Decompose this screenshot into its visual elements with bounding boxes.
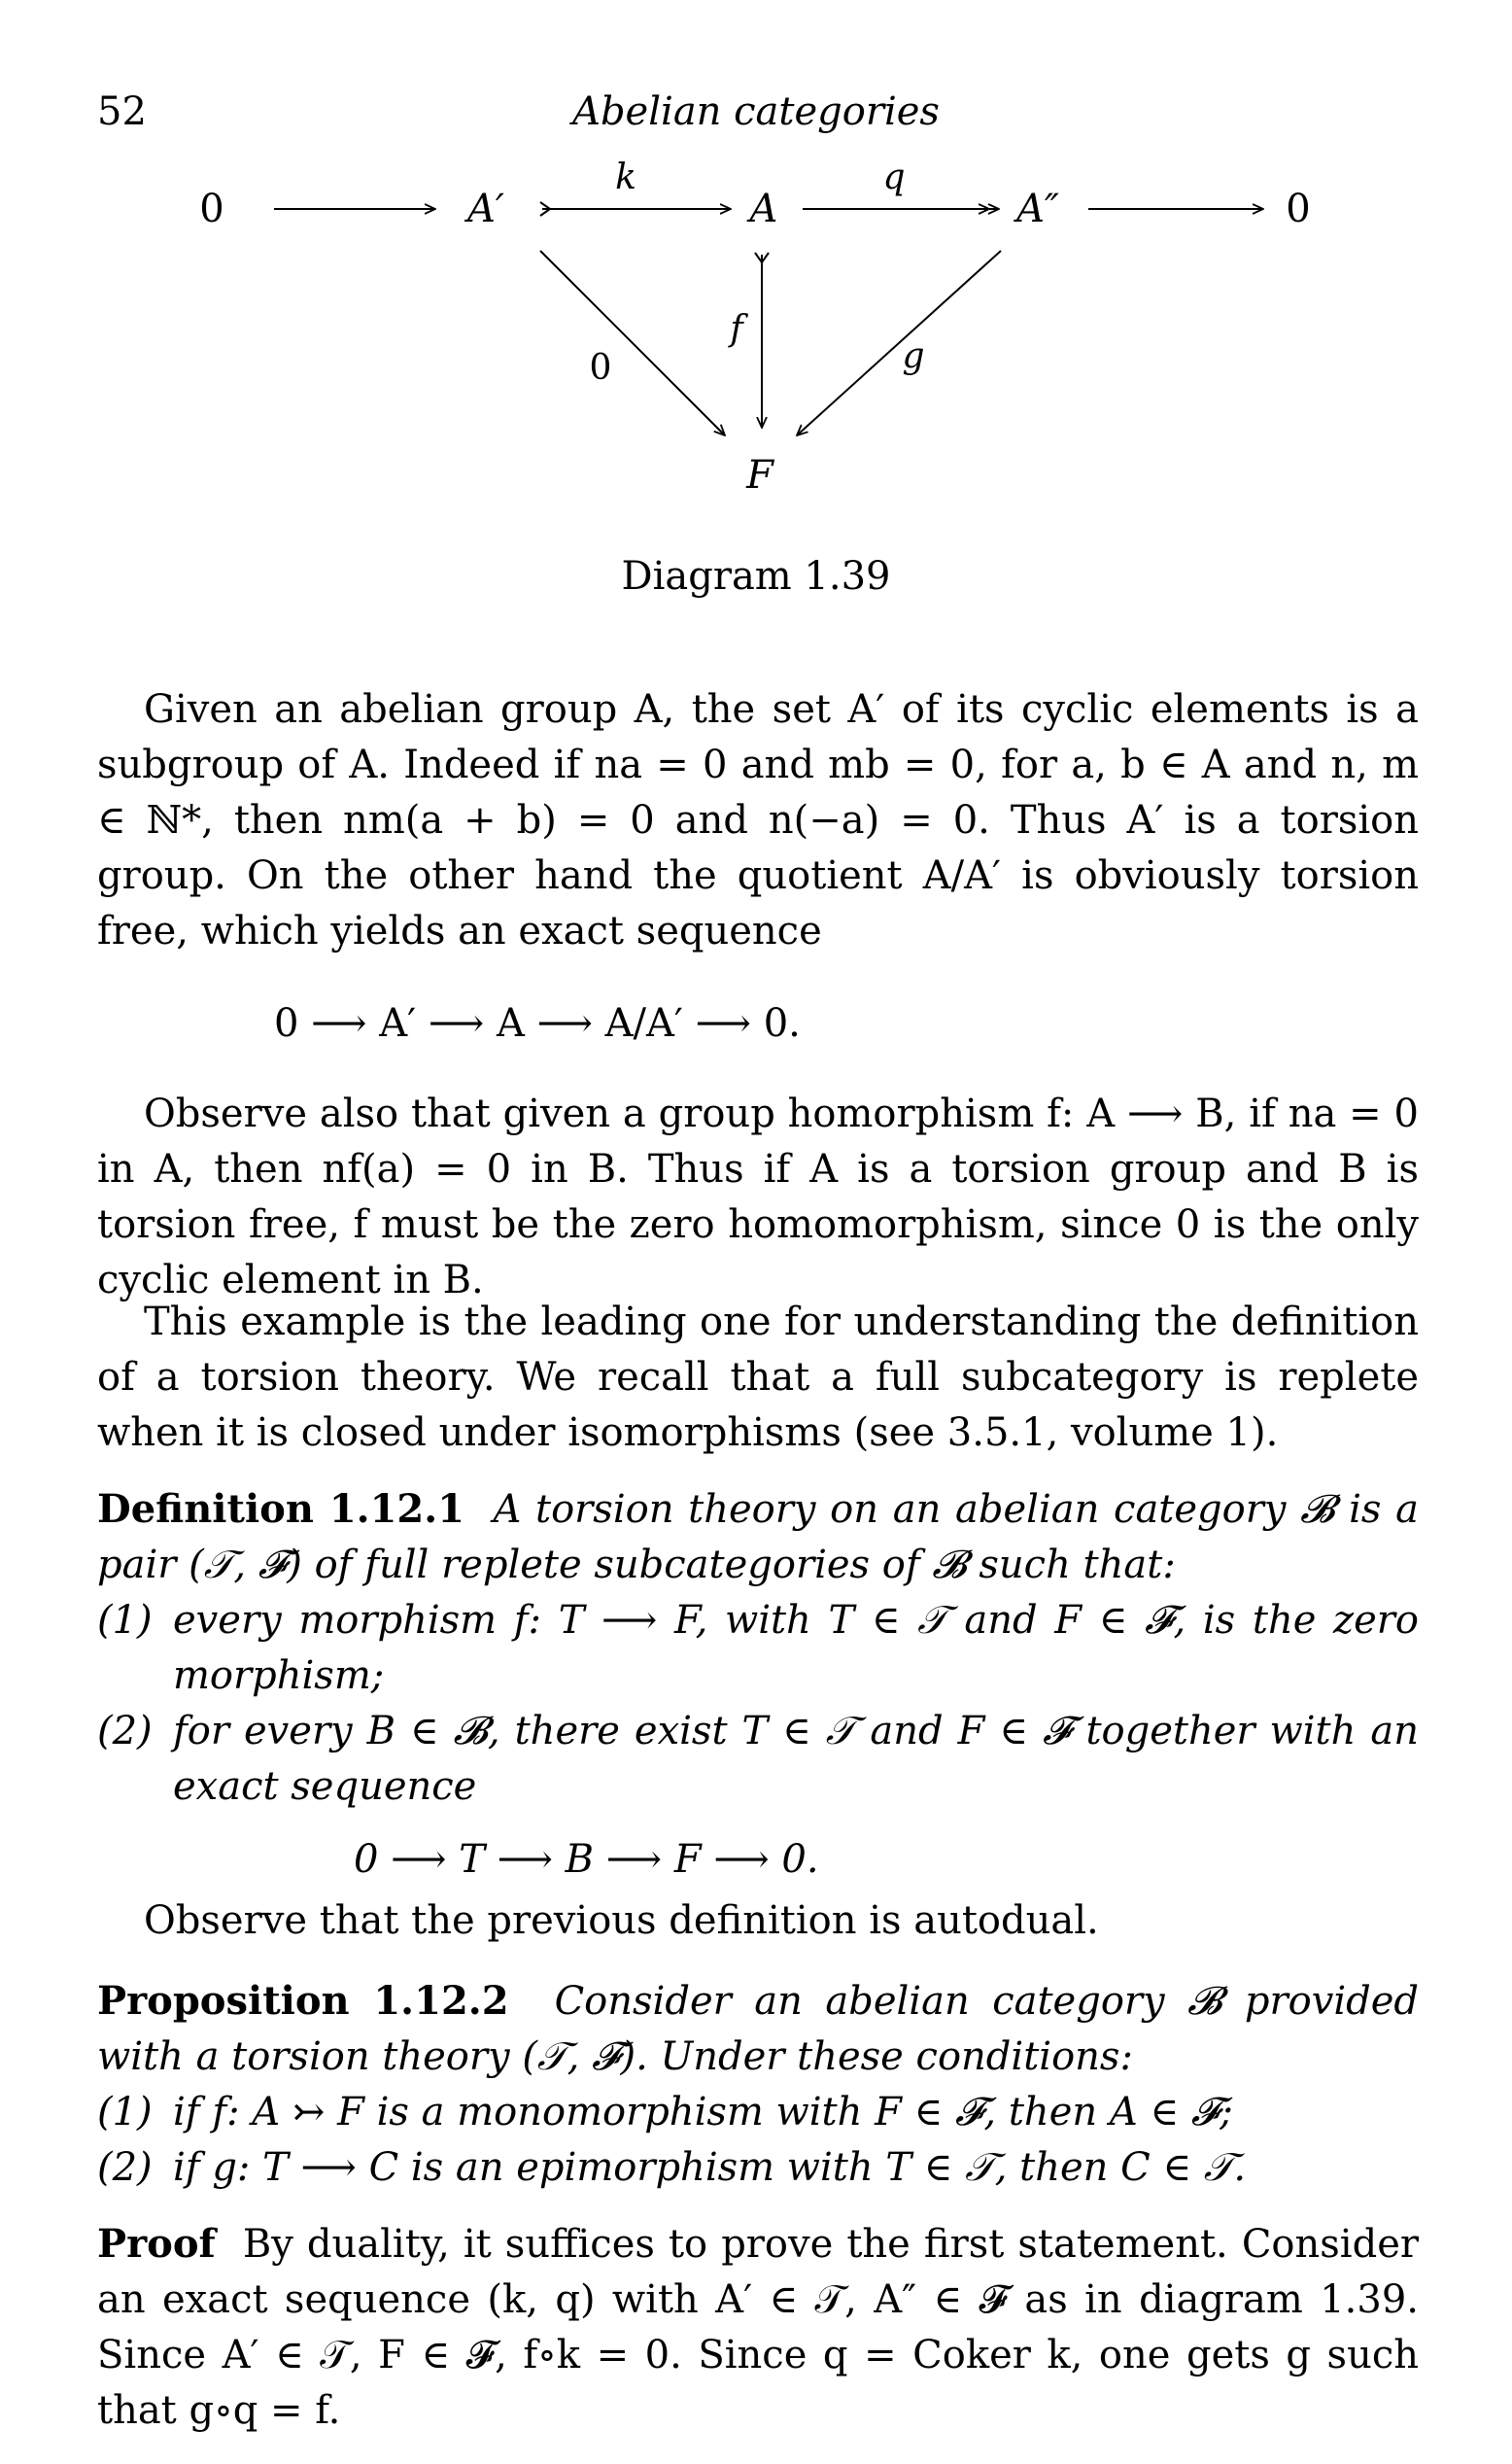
diag-zero-left: 0 xyxy=(199,187,224,231)
proposition-item-1-num: (1) xyxy=(97,2090,153,2134)
proposition-item-1 xyxy=(97,2085,1419,2140)
paragraph-2 xyxy=(97,1087,1419,1308)
proof-statement xyxy=(97,2216,1419,2439)
proposition-item-2-num: (2) xyxy=(97,2145,153,2190)
diag-zero-right: 0 xyxy=(1286,187,1311,231)
definition-block xyxy=(97,1481,1419,1815)
definition-item-2-text: for every B ∈ 𝓑, there exist T ∈ 𝒯 and F ∈ 𝓕 together with an exact sequence xyxy=(173,1709,1419,1809)
definition-item-1-text: every morphism f: T ⟶ F, with T ∈ 𝒯 and F ∈ 𝓕, is the zero morphism; xyxy=(173,1598,1419,1698)
proposition-item-2 xyxy=(97,2140,1419,2196)
definition-item-2-num: (2) xyxy=(97,1709,153,1753)
proposition-text: Consider an abelian category 𝓑 provided with a torsion theory (𝒯, 𝓕). Under these conditions: xyxy=(97,1979,1420,2079)
definition-item-2 xyxy=(97,1704,1419,1815)
paragraph-1 xyxy=(97,682,1419,959)
proposition-item-2-text: if g: T ⟶ C is an epimorphism with T ∈ 𝒯, then C ∈ 𝒯. xyxy=(173,2145,1247,2190)
proposition-label: Proposition 1.12.2 xyxy=(97,1978,509,2024)
diag-g-label: g xyxy=(902,336,925,376)
exact-sequence-1: 0 ⟶ A′ ⟶ A ⟶ A/A′ ⟶ 0. xyxy=(274,1001,801,1046)
commutative-diagram xyxy=(0,146,1512,515)
definition-statement xyxy=(97,1481,1419,1593)
proposition-block xyxy=(97,1973,1419,2196)
definition-observe-text: Observe that the previous definition is autodual. xyxy=(144,1898,1099,1943)
diag-f-object: F xyxy=(746,453,773,498)
paragraph-3 xyxy=(97,1295,1419,1461)
running-head: Abelian categories xyxy=(572,89,940,134)
arrow-zero-diagonal xyxy=(540,251,725,435)
proposition-item-1-text: if f: A ↣ F is a monomorphism with F ∈ 𝓕, then A ∈ 𝓕; xyxy=(173,2090,1233,2134)
diag-k-label: k xyxy=(615,157,636,197)
diag-a-dprime: A″ xyxy=(1016,187,1059,231)
proof-block xyxy=(97,2216,1419,2439)
arrow-g xyxy=(797,251,1001,435)
paragraph-1-text: Given an abelian group A, the set A′ of its cyclic elements is a subgroup of A. Indeed if na = 0 and mb = 0, for a, b ∈ A and n, m ∈ ℕ*, then nm(a + b) = 0 and n(−a) = 0. Thus A′ is a torsion group. On the other hand the quotient A/A′ is obviously torsion free, which yields an exact sequence xyxy=(97,687,1419,954)
proposition-statement xyxy=(97,1973,1419,2085)
definition-text: A torsion theory on an abelian category 𝓑 is a pair (𝒯, 𝓕) of full replete subcategories of 𝓑 such that: xyxy=(97,1487,1419,1587)
diag-zero-label: 0 xyxy=(589,348,612,388)
definition-label: Definition 1.12.1 xyxy=(97,1486,465,1532)
diag-f-label: f xyxy=(730,309,743,349)
paragraph-3-text: This example is the leading one for understanding the definition of a torsion theory. We recall that a full subcategory is replete when it is closed under isomorphisms (see 3.5.1, volume 1). xyxy=(97,1300,1419,1455)
proof-text: By duality, it suffices to prove the first statement. Consider an exact sequence (k, q) with A′ ∈ 𝒯, A″ ∈ 𝓕 as in diagram 1.39. Since A′ ∈ 𝒯, F ∈ 𝓕, f∘k = 0. Since q = Coker k, one gets g such that g∘q = f. xyxy=(97,2222,1419,2433)
diag-a: A xyxy=(749,187,778,231)
diagram-caption: Diagram 1.39 xyxy=(621,554,891,599)
definition-item-1 xyxy=(97,1593,1419,1704)
diag-a-prime: A′ xyxy=(467,187,504,231)
definition-observe xyxy=(97,1893,1419,1949)
diag-q-label: q xyxy=(882,157,906,197)
proof-label: Proof xyxy=(97,2221,216,2267)
paragraph-2-text: Observe also that given a group homorphism f: A ⟶ B, if na = 0 in A, then nf(a) = 0 in B. Thus if A is a torsion group and B is torsion free, f must be the zero homomorphism, since 0 is the only cyclic element in B. xyxy=(97,1092,1419,1302)
exact-sequence-2: 0 ⟶ T ⟶ B ⟶ F ⟶ 0. xyxy=(354,1837,819,1882)
page-number: 52 xyxy=(97,89,147,134)
definition-item-1-num: (1) xyxy=(97,1598,153,1643)
